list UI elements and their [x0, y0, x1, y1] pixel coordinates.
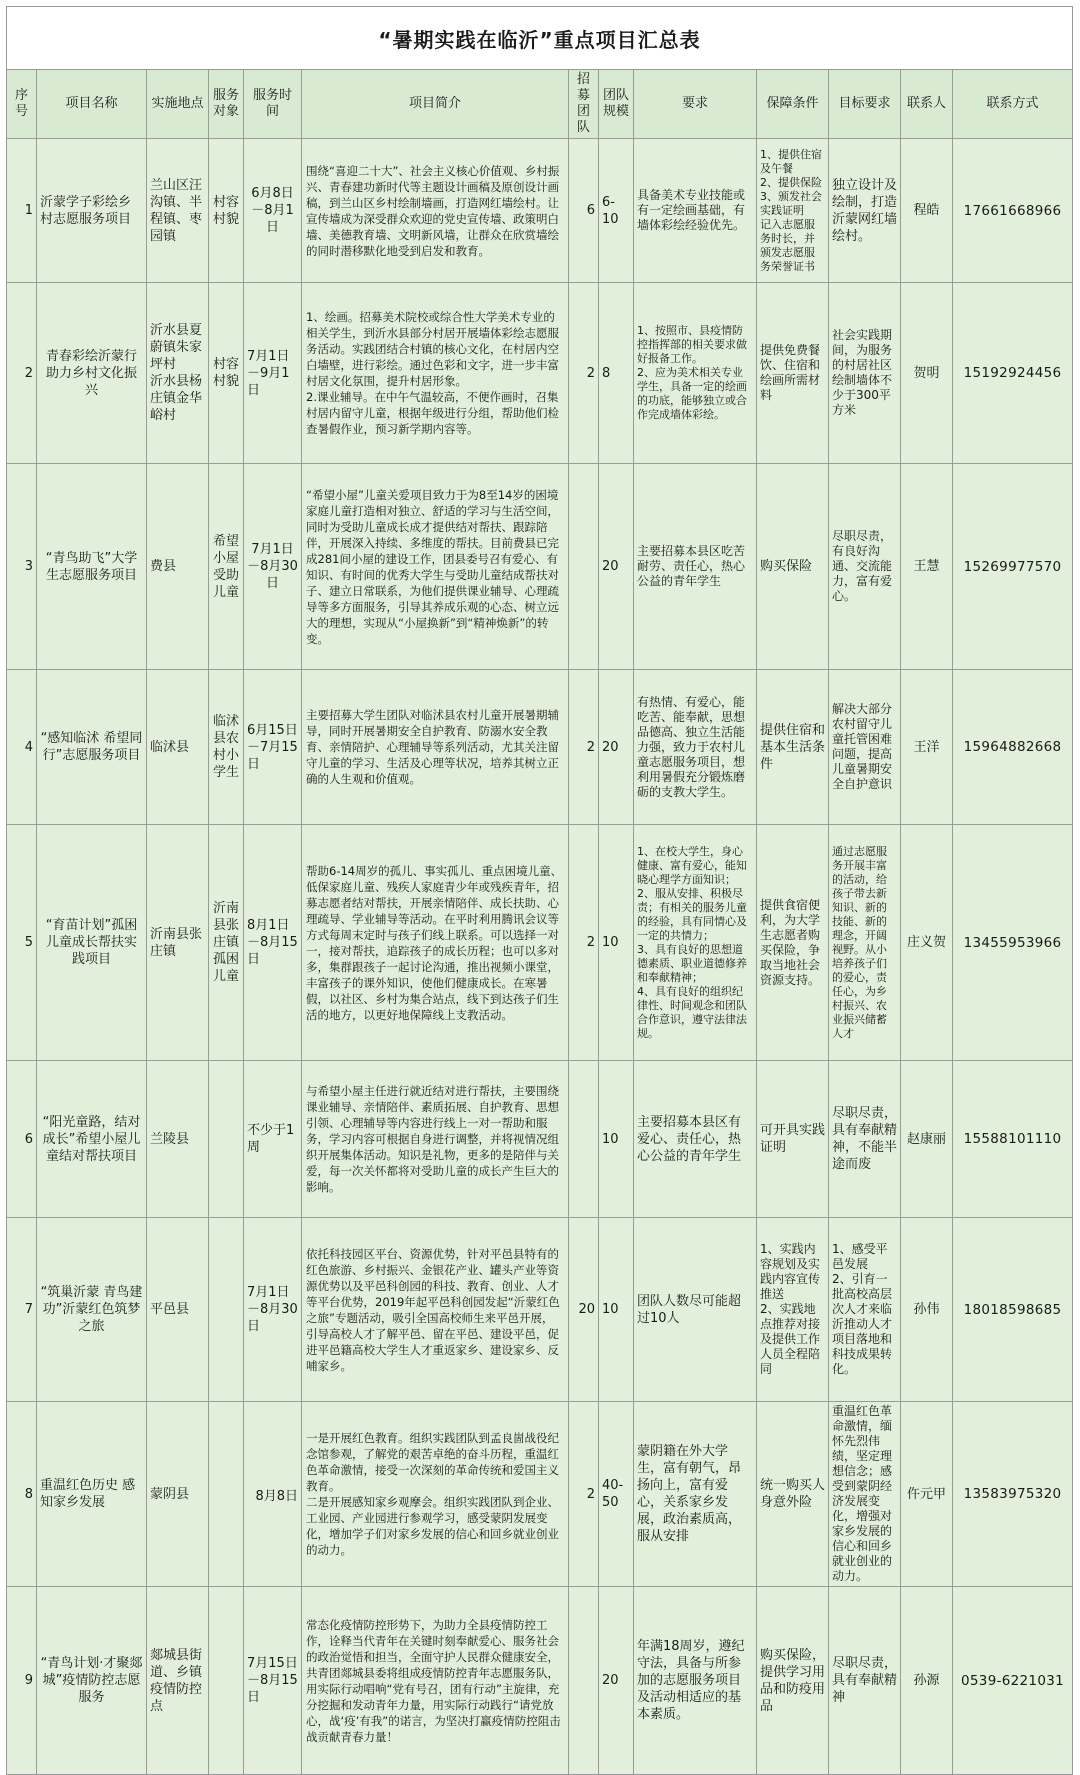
- project-place: 兰陵县: [147, 1061, 209, 1218]
- service-time: 7月1日－9月1日: [244, 283, 302, 464]
- recruit-teams: 2: [569, 1402, 599, 1587]
- table-row: [7, 139, 1073, 283]
- title-row: [7, 7, 1073, 70]
- table-row: [7, 1218, 1073, 1402]
- requirements: 有热情、有爱心，能吃苦、能奉献，思想品德高、独立生活能力强，致力于农村儿童志愿服务项目，想利用暑假充分锻炼磨砺的支教大学生。: [634, 670, 757, 825]
- requirements: 蒙阴籍在外大学生，富有朝气，昂扬向上，富有爱心，关系家乡发展，政治素质高，服从安排: [634, 1402, 757, 1587]
- guarantee-conditions: 统一购买人身意外险: [757, 1402, 829, 1587]
- goal-requirements: 重温红色革命激情，缅怀先烈伟绩，坚定理想信念；感受到蒙阴经济发展变化，增强对家乡发展的信心和回乡就业创业的动力。: [829, 1402, 901, 1587]
- service-time: 7月15日－8月15日: [244, 1587, 302, 1775]
- contact-person: 贺明: [901, 283, 953, 464]
- guarantee-conditions: 可开具实践证明: [757, 1061, 829, 1218]
- sheet-title: “暑期实践在临沂”重点项目汇总表: [7, 7, 1073, 70]
- summary-sheet: [6, 6, 1072, 1775]
- contact-phone: 15269977570: [953, 464, 1073, 670]
- goal-requirements: 通过志愿服务开展丰富的活动，给孩子带去新知识、新的技能、新的理念，开阔视野。从小培养孩子们的爱心，责任心，为乡村振兴、农业振兴储蓄人才: [829, 825, 901, 1061]
- header-place: 实施地点: [147, 70, 209, 139]
- contact-phone: 13583975320: [953, 1402, 1073, 1587]
- table-row: [7, 283, 1073, 464]
- row-seq: 7: [7, 1218, 37, 1402]
- recruit-teams: [569, 1061, 599, 1218]
- requirements: 团队人数尽可能超过10人: [634, 1218, 757, 1402]
- guarantee-conditions: 购买保险: [757, 464, 829, 670]
- service-target: 希望小屋受助儿童: [209, 464, 244, 670]
- contact-person: 赵康丽: [901, 1061, 953, 1218]
- contact-phone: 18018598685: [953, 1218, 1073, 1402]
- project-place: 兰山区汪沟镇、半程镇、枣园镇: [147, 139, 209, 283]
- goal-requirements: 尽职尽责，具有奉献精神: [829, 1587, 901, 1775]
- service-target: 沂南县张庄镇孤困儿童: [209, 825, 244, 1061]
- header-scale: 团队规模: [599, 70, 634, 139]
- service-time: 不少于1周: [244, 1061, 302, 1218]
- row-seq: 2: [7, 283, 37, 464]
- contact-person: 王洋: [901, 670, 953, 825]
- guarantee-conditions: 提供食宿便利，为大学生志愿者购买保险，争取当地社会资源支持。: [757, 825, 829, 1061]
- requirements: 具备美术专业技能或有一定绘画基础，有墙体彩绘经验优先。: [634, 139, 757, 283]
- header-seq: 序号: [7, 70, 37, 139]
- header-goal: 目标要求: [829, 70, 901, 139]
- team-scale: 20: [599, 464, 634, 670]
- project-place: 费县: [147, 464, 209, 670]
- service-time: 7月1日－8月30日: [244, 1218, 302, 1402]
- contact-person: 孙源: [901, 1587, 953, 1775]
- team-scale: 6-10: [599, 139, 634, 283]
- project-intro: 围绕“喜迎二十大”、社会主义核心价值观、乡村振兴、青春建功新时代等主题设计画稿及原创设计画稿，到兰山区乡村绘制墙画，打造网红墙绘村。让宣传墙成为深受群众欢迎的党史宣传墙、政策明白墙、美德教育墙、文明新风墙，让群众在欣赏墙绘的同时潜移默化地受到启发和教育。: [302, 139, 569, 283]
- service-target: 临沭县农村小学生: [209, 670, 244, 825]
- project-name: 青春彩绘沂蒙行 助力乡村文化振兴: [37, 283, 147, 464]
- project-name: “育苗计划”孤困儿童成长帮扶实践项目: [37, 825, 147, 1061]
- project-name: “青鸟计划·才聚郯城”疫情防控志愿服务: [37, 1587, 147, 1775]
- row-seq: 4: [7, 670, 37, 825]
- project-intro: 与希望小屋主任进行就近结对进行帮扶，主要围绕课业辅导、亲情陪伴、素质拓展、自护教育、思想引领、心理辅导等内容进行线上一对一帮助和服务，学习内容可根据自身进行调整，并将视情况组织开展集体活动。知识是礼物，更多的是陪伴与关爱，每一次关怀都将对受助儿童的成长产生巨大的影响。: [302, 1061, 569, 1218]
- goal-requirements: 尽职尽责，有良好沟通、交流能力，富有爱心。: [829, 464, 901, 670]
- contact-phone: 15192924456: [953, 283, 1073, 464]
- project-intro: 帮助6-14周岁的孤儿、事实孤儿、重点困境儿童、低保家庭儿童、残疾人家庭青少年或残疾青年，招募志愿者结对帮扶，开展亲情陪伴、成长扶助、心理疏导、学业辅导等活动。在平时利用腾讯会议等方式每周末定时与孩子们线上联系。可以选择一对一，接对帮扶，追踪孩子的成长历程；也可以多对多，集群跟孩子一起讨论沟通，推出视频小课堂，丰富孩子的课外知识，使他们健康成长。在寒暑假，以社区、乡村为集合站点，线下到达孩子们生活的地方，以更好地保障线上支教活动。: [302, 825, 569, 1061]
- table-row: [7, 464, 1073, 670]
- recruit-teams: 2: [569, 283, 599, 464]
- service-time: 8月1日－8月15日: [244, 825, 302, 1061]
- service-target: [209, 1587, 244, 1775]
- team-scale: 20: [599, 670, 634, 825]
- guarantee-conditions: 购买保险，提供学习用品和防疫用品: [757, 1587, 829, 1775]
- project-name: “筑巢沂蒙 青鸟建功”沂蒙红色筑梦之旅: [37, 1218, 147, 1402]
- project-intro: 常态化疫情防控形势下，为助力全县疫情防控工作，诠释当代青年在关键时刻奉献爱心、服务社会的政治觉悟和担当，全面守护人民群众健康安全，共青团郯城县委将组成疫情防控青年志愿服务队，用实际行动唱响“党有号召，团有行动”主旋律，充分挖掘和发动青年力量，用实际行动践行“请党放心，战‘疫’有我”的诺言，为坚决打赢疫情防控阻击战贡献青春力量！: [302, 1587, 569, 1775]
- guarantee-conditions: 1、提供住宿及午餐 2、提供保险 3、颁发社会实践证明 记入志愿服务时长，并颁发志愿服务荣誉证书: [757, 139, 829, 283]
- row-seq: 1: [7, 139, 37, 283]
- table-row: [7, 670, 1073, 825]
- goal-requirements: 社会实践期间，为服务的村居社区绘制墙体不少于300平方米: [829, 283, 901, 464]
- requirements: 1、按照市、县疫情防控指挥部的相关要求做好报备工作。 2、应为美术相关专业学生，具备一定的绘画的功底，能够独立或合作完成墙体彩绘。: [634, 283, 757, 464]
- recruit-teams: 6: [569, 139, 599, 283]
- row-seq: 6: [7, 1061, 37, 1218]
- header-guarantee: 保障条件: [757, 70, 829, 139]
- team-scale: 10: [599, 1218, 634, 1402]
- guarantee-conditions: 提供免费餐饮、住宿和绘画所需材料: [757, 283, 829, 464]
- contact-person: 王慧: [901, 464, 953, 670]
- row-seq: 9: [7, 1587, 37, 1775]
- contact-person: 仵元甲: [901, 1402, 953, 1587]
- requirements: 主要招募本县区有爱心、责任心，热心公益的青年学生: [634, 1061, 757, 1218]
- row-seq: 5: [7, 825, 37, 1061]
- contact-phone: 15964882668: [953, 670, 1073, 825]
- team-scale: 20: [599, 1587, 634, 1775]
- requirements: 年满18周岁，遵纪守法，具备与所参加的志愿服务项目及活动相适应的基本素质。: [634, 1587, 757, 1775]
- project-place: 平邑县: [147, 1218, 209, 1402]
- service-target: [209, 1061, 244, 1218]
- team-scale: 10: [599, 825, 634, 1061]
- table-row: [7, 1061, 1073, 1218]
- goal-requirements: 尽职尽责，具有奉献精神，不能半途而废: [829, 1061, 901, 1218]
- contact-person: 孙伟: [901, 1218, 953, 1402]
- service-time: 6月15日－7月15日: [244, 670, 302, 825]
- goal-requirements: 解决大部分农村留守儿童托管困难问题，提高儿童暑期安全自护意识: [829, 670, 901, 825]
- service-target: [209, 1402, 244, 1587]
- project-name: “感知临沭 希望同行”志愿服务项目: [37, 670, 147, 825]
- header-target: 服务对象: [209, 70, 244, 139]
- project-place: 蒙阴县: [147, 1402, 209, 1587]
- header-contact: 联系人: [901, 70, 953, 139]
- recruit-teams: 20: [569, 1218, 599, 1402]
- contact-phone: 15588101110: [953, 1061, 1073, 1218]
- contact-phone: 0539-6221031: [953, 1587, 1073, 1775]
- project-name: “阳光童路，结对成长”希望小屋儿童结对帮扶项目: [37, 1061, 147, 1218]
- header-name: 项目名称: [37, 70, 147, 139]
- service-target: [209, 1218, 244, 1402]
- requirements: 主要招募本县区吃苦耐劳、责任心，热心公益的青年学生: [634, 464, 757, 670]
- team-scale: 40-50: [599, 1402, 634, 1587]
- project-intro: 主要招募大学生团队对临沭县农村儿童开展暑期辅导，同时开展暑期安全自护教育、防溺水安全教育、亲情陪护、心理辅导等系列活动，尤其关注留守儿童的学习、生活及心理等状况，培养其树立正确的人生观和价值观。: [302, 670, 569, 825]
- service-time: 8月8日: [244, 1402, 302, 1587]
- contact-person: 庄义贺: [901, 825, 953, 1061]
- requirements: 1、在校大学生，身心健康、富有爱心，能知晓心理学方面知识； 2、服从安排、积极尽责；有相关的服务儿童的经验，具有同情心及一定的共情力； 3、具有良好的思想道德素质、职业道德修养和奉献精神； 4、具有良好的组织纪律性、时间观念和团队合作意识，遵守法律法规。: [634, 825, 757, 1061]
- service-time: 6月8日－8月1日: [244, 139, 302, 283]
- team-scale: 8: [599, 283, 634, 464]
- contact-phone: 13455953966: [953, 825, 1073, 1061]
- project-name: 重温红色历史 感知家乡发展: [37, 1402, 147, 1587]
- recruit-teams: [569, 464, 599, 670]
- project-table: [6, 6, 1073, 1775]
- service-target: 村容村貌: [209, 139, 244, 283]
- recruit-teams: 2: [569, 670, 599, 825]
- service-time: 7月1日－8月30日: [244, 464, 302, 670]
- row-seq: 3: [7, 464, 37, 670]
- contact-person: 程皓: [901, 139, 953, 283]
- header-intro: 项目简介: [302, 70, 569, 139]
- team-scale: 10: [599, 1061, 634, 1218]
- project-intro: 依托科技园区平台、资源优势，针对平邑县特有的红色旅游、乡村振兴、金银花产业、罐头产业等资源优势以及平邑科创园的科技、教育、创业、人才等平台优势，2019年起平邑科创园发起“沂蒙红色之旅”专题活动，吸引全国高校师生来平邑开展，引导高校人才了解平邑、留在平邑、建设平邑，促进平邑籍高校大学生人才重返家乡、建设家乡、反哺家乡。: [302, 1218, 569, 1402]
- header-row: [7, 70, 1073, 139]
- table-row: [7, 1587, 1073, 1775]
- goal-requirements: 1、感受平邑发展 2、引育一批高校高层次人才来临沂推动人才项目落地和科技成果转化。: [829, 1218, 901, 1402]
- table-row: [7, 825, 1073, 1061]
- project-name: 沂蒙学子彩绘乡村志愿服务项目: [37, 139, 147, 283]
- project-place: 沂水县夏蔚镇朱家坪村 沂水县杨庄镇金华峪村: [147, 283, 209, 464]
- header-requirements: 要求: [634, 70, 757, 139]
- guarantee-conditions: 提供住宿和基本生活条件: [757, 670, 829, 825]
- project-intro: 1、绘画。招募美术院校或综合性大学美术专业的相关学生，到沂水县部分村居开展墙体彩绘志愿服务活动。实践团结合村镇的核心文化，在村居内空白墙壁，进行彩绘。通过色彩和文字，进一步丰富村居文化氛围，提升村居形象。 2.课业辅导。在中午气温较高，不便作画时，召集村居内留守儿童，根据年级进行分组，帮助他们检查暑假作业，预习新学期内容等。: [302, 283, 569, 464]
- header-recruit: 招募团队: [569, 70, 599, 139]
- project-place: 郯城县街道、乡镇疫情防控点: [147, 1587, 209, 1775]
- guarantee-conditions: 1、实践内容规划及实践内容宣传推送 2、实践地点推荐对接及提供工作人员全程陪同: [757, 1218, 829, 1402]
- project-intro: “希望小屋”儿童关爱项目致力于为8至14岁的困境家庭儿童打造相对独立、舒适的学习与生活空间，同时为受助儿童成长成才提供结对帮扶、跟踪陪伴，开展深入持续、多维度的帮扶。目前费县已完成281间小屋的建设工作，团县委号召有爱心、有知识、有时间的优秀大学生与受助儿童结成帮扶对子、建立日常联系，为他们提供课业辅导、心理疏导等多方面服务，引导其养成乐观的心态、树立远大的理想，实现从“小屋换新”到“精神焕新”的转变。: [302, 464, 569, 670]
- project-place: 临沭县: [147, 670, 209, 825]
- project-name: “青鸟助飞”大学生志愿服务项目: [37, 464, 147, 670]
- goal-requirements: 独立设计及绘制，打造沂蒙网红墙绘村。: [829, 139, 901, 283]
- header-time: 服务时间: [244, 70, 302, 139]
- header-phone: 联系方式: [953, 70, 1073, 139]
- recruit-teams: [569, 1587, 599, 1775]
- project-place: 沂南县张庄镇: [147, 825, 209, 1061]
- service-target: 村容村貌: [209, 283, 244, 464]
- contact-phone: 17661668966: [953, 139, 1073, 283]
- row-seq: 8: [7, 1402, 37, 1587]
- project-intro: 一是开展红色教育。组织实践团队到孟良崮战役纪念馆参观，了解党的艰苦卓绝的奋斗历程，重温红色革命激情，接受一次深刻的革命传统和爱国主义教育。 二是开展感知家乡观摩会。组织实践团队到企业、工业园、产业园进行参观学习，感受蒙阴发展变化，增加学子们对家乡发展的信心和回乡就业创业的动力。: [302, 1402, 569, 1587]
- table-row: [7, 1402, 1073, 1587]
- recruit-teams: 2: [569, 825, 599, 1061]
